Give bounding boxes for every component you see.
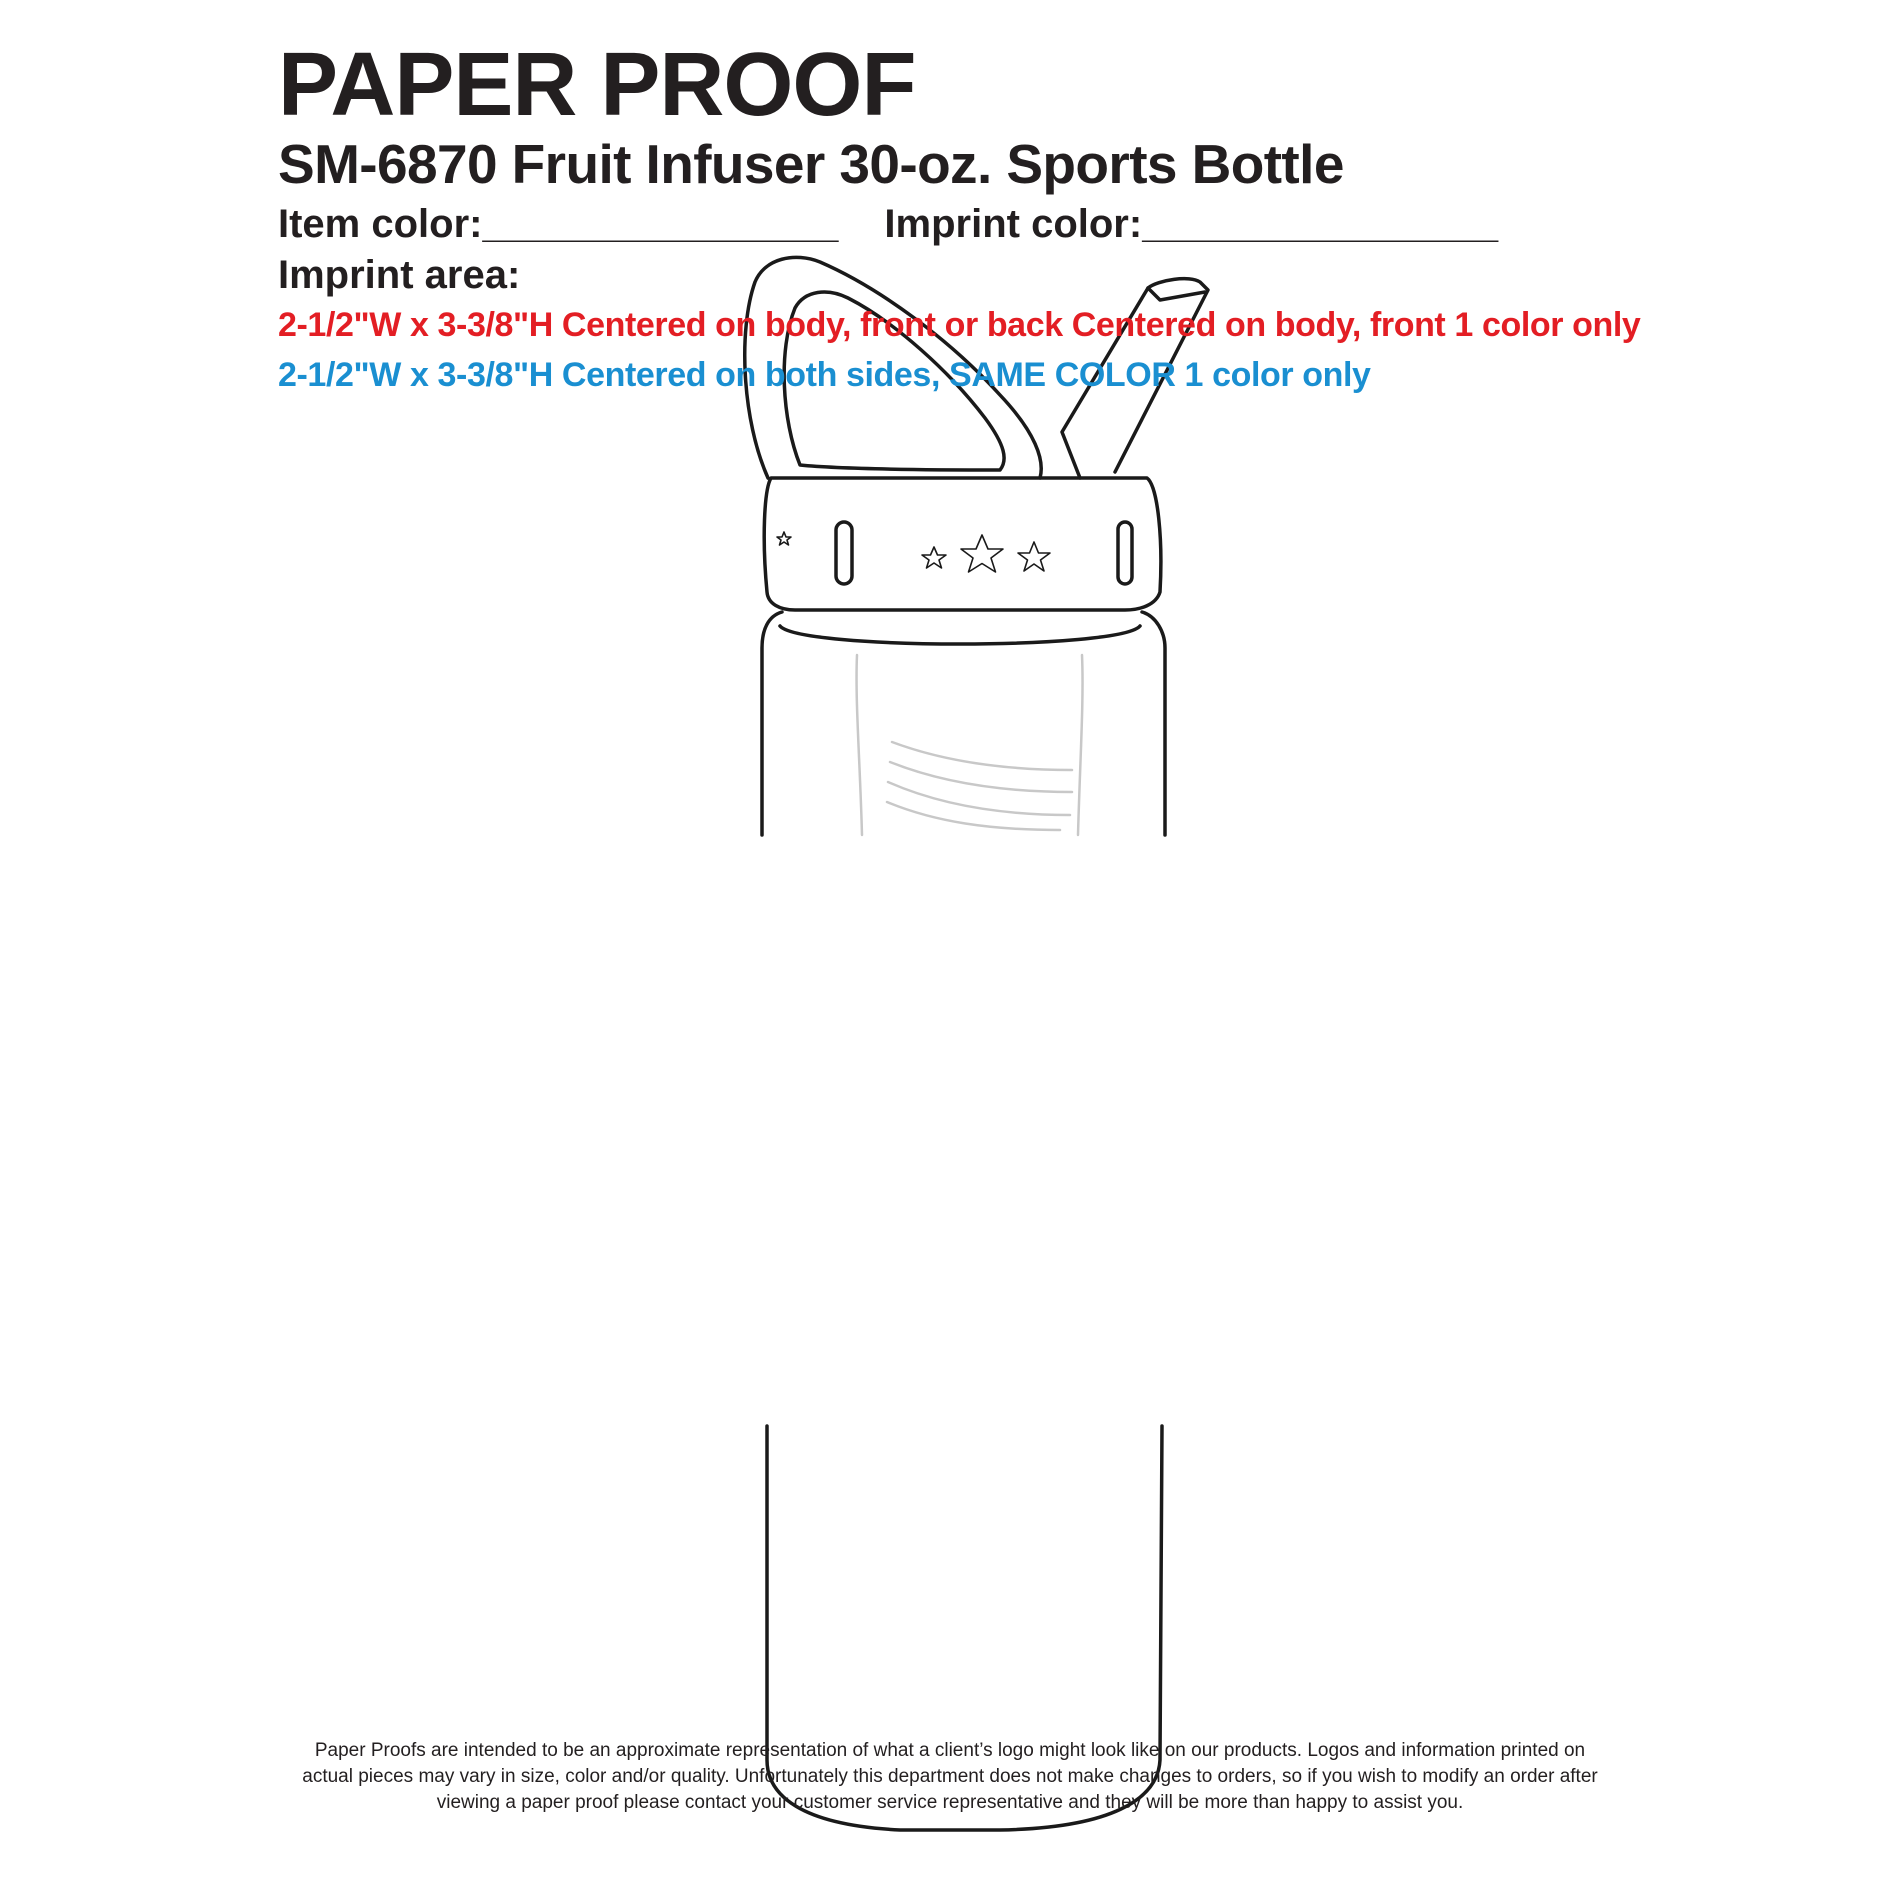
imprint-color-label: Imprint color:: [884, 202, 1143, 246]
star-icon: [1018, 542, 1050, 571]
infuser-rib: [890, 762, 1072, 792]
disclaimer-line: viewing a paper proof please contact your customer service representative and they will be more than happy to assist you.: [436, 1792, 1464, 1813]
disclaimer-footer: [250, 1738, 1650, 1816]
page-title: PAPER PROOF: [278, 35, 916, 135]
proof-header: [278, 35, 1641, 400]
item-color-blank: ________________: [482, 202, 839, 246]
star-icon: [961, 535, 1003, 572]
bottle-neck-ring: [780, 626, 1140, 644]
imprint-option-red: 2-1/2"W x 3-3/8"H Centered on body, front or back Centered on body, front 1 color only: [278, 306, 1641, 344]
color-fields-row: [278, 198, 1640, 250]
disclaimer-line: Paper Proofs are intended to be an approximate representation of what a client’s logo might look like on our products. Logos and information printed on: [314, 1740, 1586, 1761]
imprint-area-label: Imprint area:: [278, 253, 521, 297]
star-icon: [777, 532, 791, 545]
item-color-label: Item color:: [278, 202, 483, 246]
infuser-rib: [892, 742, 1072, 770]
collar-slot-left: [836, 522, 852, 584]
product-title: SM-6870 Fruit Infuser 30-oz. Sports Bottle: [278, 133, 1344, 195]
disclaimer-line: actual pieces may vary in size, color and/or quality. Unfortunately this department does not make changes to orders, so if you wish to modify an order after: [302, 1766, 1598, 1787]
infuser-outline-right: [1078, 655, 1083, 835]
bottle-body-upper: [762, 612, 782, 835]
infuser-rib: [888, 782, 1070, 815]
cap-collar: [764, 478, 1161, 610]
star-icon: [922, 547, 946, 568]
imprint-color-blank: ________________: [1142, 202, 1499, 246]
imprint-option-blue: 2-1/2"W x 3-3/8"H Centered on both sides, SAME COLOR 1 color only: [278, 356, 1371, 394]
collar-slot-right: [1118, 522, 1132, 584]
infuser-outline-left: [857, 655, 862, 835]
